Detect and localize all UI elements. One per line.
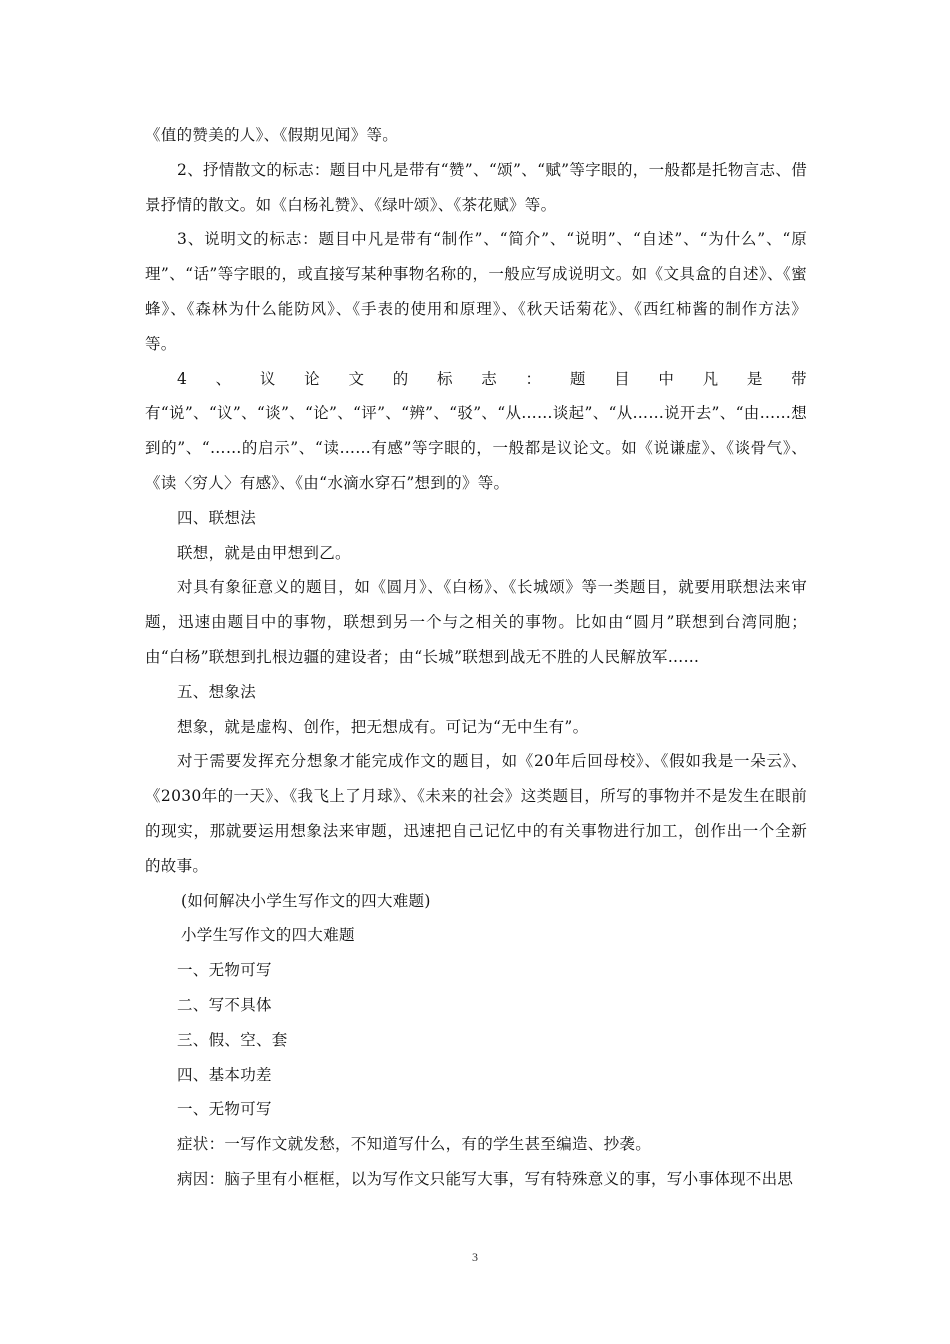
list-item-2: 二、写不具体 bbox=[177, 995, 272, 1014]
article-subtitle: 小学生写作文的四大难题 bbox=[181, 926, 355, 945]
paragraph-7: 对具有象征意义的题目，如《圆月》、《白杨》、《长城颂》等一类题目，就要用联想法来审题，迅速由题目中的事物，联想到另一个与之相关的事物。比如由“圆月”联想到台湾同胞；由“白杨”联想到扎根边疆的建设者；由“长城”联想到战无不胜的人民解放军…… bbox=[145, 578, 807, 666]
paragraph-6: 联想，就是由甲想到乙。 bbox=[177, 543, 351, 562]
list-item-3: 三、假、空、套 bbox=[177, 1030, 288, 1049]
page-number: 3 bbox=[472, 1250, 478, 1264]
article-title-note: (如何解决小学生写作文的四大难题) bbox=[181, 891, 431, 910]
section-heading-association: 四、联想法 bbox=[177, 508, 257, 527]
paragraph-2: 2、抒情散文的标志：题目中凡是带有“赞”、“颂”、“赋”等字眼的，一般都是托物言志、借景抒情的散文。如《白杨礼赞》、《绿叶颂》、《茶花赋》等。 bbox=[145, 160, 807, 214]
paragraph-cause: 病因：脑子里有小框框，以为写作文只能写大事，写有特殊意义的事，写小事体现不出思 bbox=[177, 1169, 794, 1188]
section-heading-imagination: 五、想象法 bbox=[177, 682, 257, 701]
paragraph-1: 《值的赞美的人》、《假期见闻》等。 bbox=[145, 126, 399, 144]
paragraph-symptom: 症状：一写作文就发愁，不知道写什么，有的学生甚至编造、抄袭。 bbox=[177, 1135, 652, 1154]
section-heading-nothing-to-write: 一、无物可写 bbox=[177, 1100, 272, 1119]
paragraph-3: 3、说明文的标志：题目中凡是带有“制作”、“简介”、“说明”、“自述”、“为什么”、“原理”、“话”等字眼的，或直接写某种事物名称的，一般应写成说明文。如《文具盒的自述》、《蜜蜂》、《森林为什么能防风》、《手表的使用和原理》、《秋天话菊花》、《西红柿酱的制作方法》等。 bbox=[145, 230, 807, 353]
list-item-1: 一、无物可写 bbox=[177, 961, 272, 980]
paragraph-10: 对于需要发挥充分想象才能完成作文的题目，如《20年后回母校》、《假如我是一朵云》、《2030年的一天》、《我飞上了月球》、《未来的社会》这类题目，所写的事物并不是发生在眼前的现实，那就要运用想象法来审题，迅速把自己记忆中的有关事物进行加工，创作出一个全新的故事。 bbox=[145, 752, 807, 875]
paragraph-9: 想象，就是虚构、创作，把无想成有。可记为“无中生有”。 bbox=[177, 717, 589, 736]
paragraph-4: 4、议论文的标志：题目中凡是带有“说”、“议”、“谈”、“论”、“评”、“辨”、“驳”、“从……谈起”、“从……说开去”、“由……想到的”、“……的启示”、“读……有感”等字眼的，一般都是议论文。如《说谦虚》、《谈骨气》、《读〈穷人〉有感》、《由“水滴水穿石”想到的》等。 bbox=[145, 369, 807, 492]
list-item-4: 四、基本功差 bbox=[177, 1065, 272, 1084]
document-body bbox=[145, 118, 807, 1197]
